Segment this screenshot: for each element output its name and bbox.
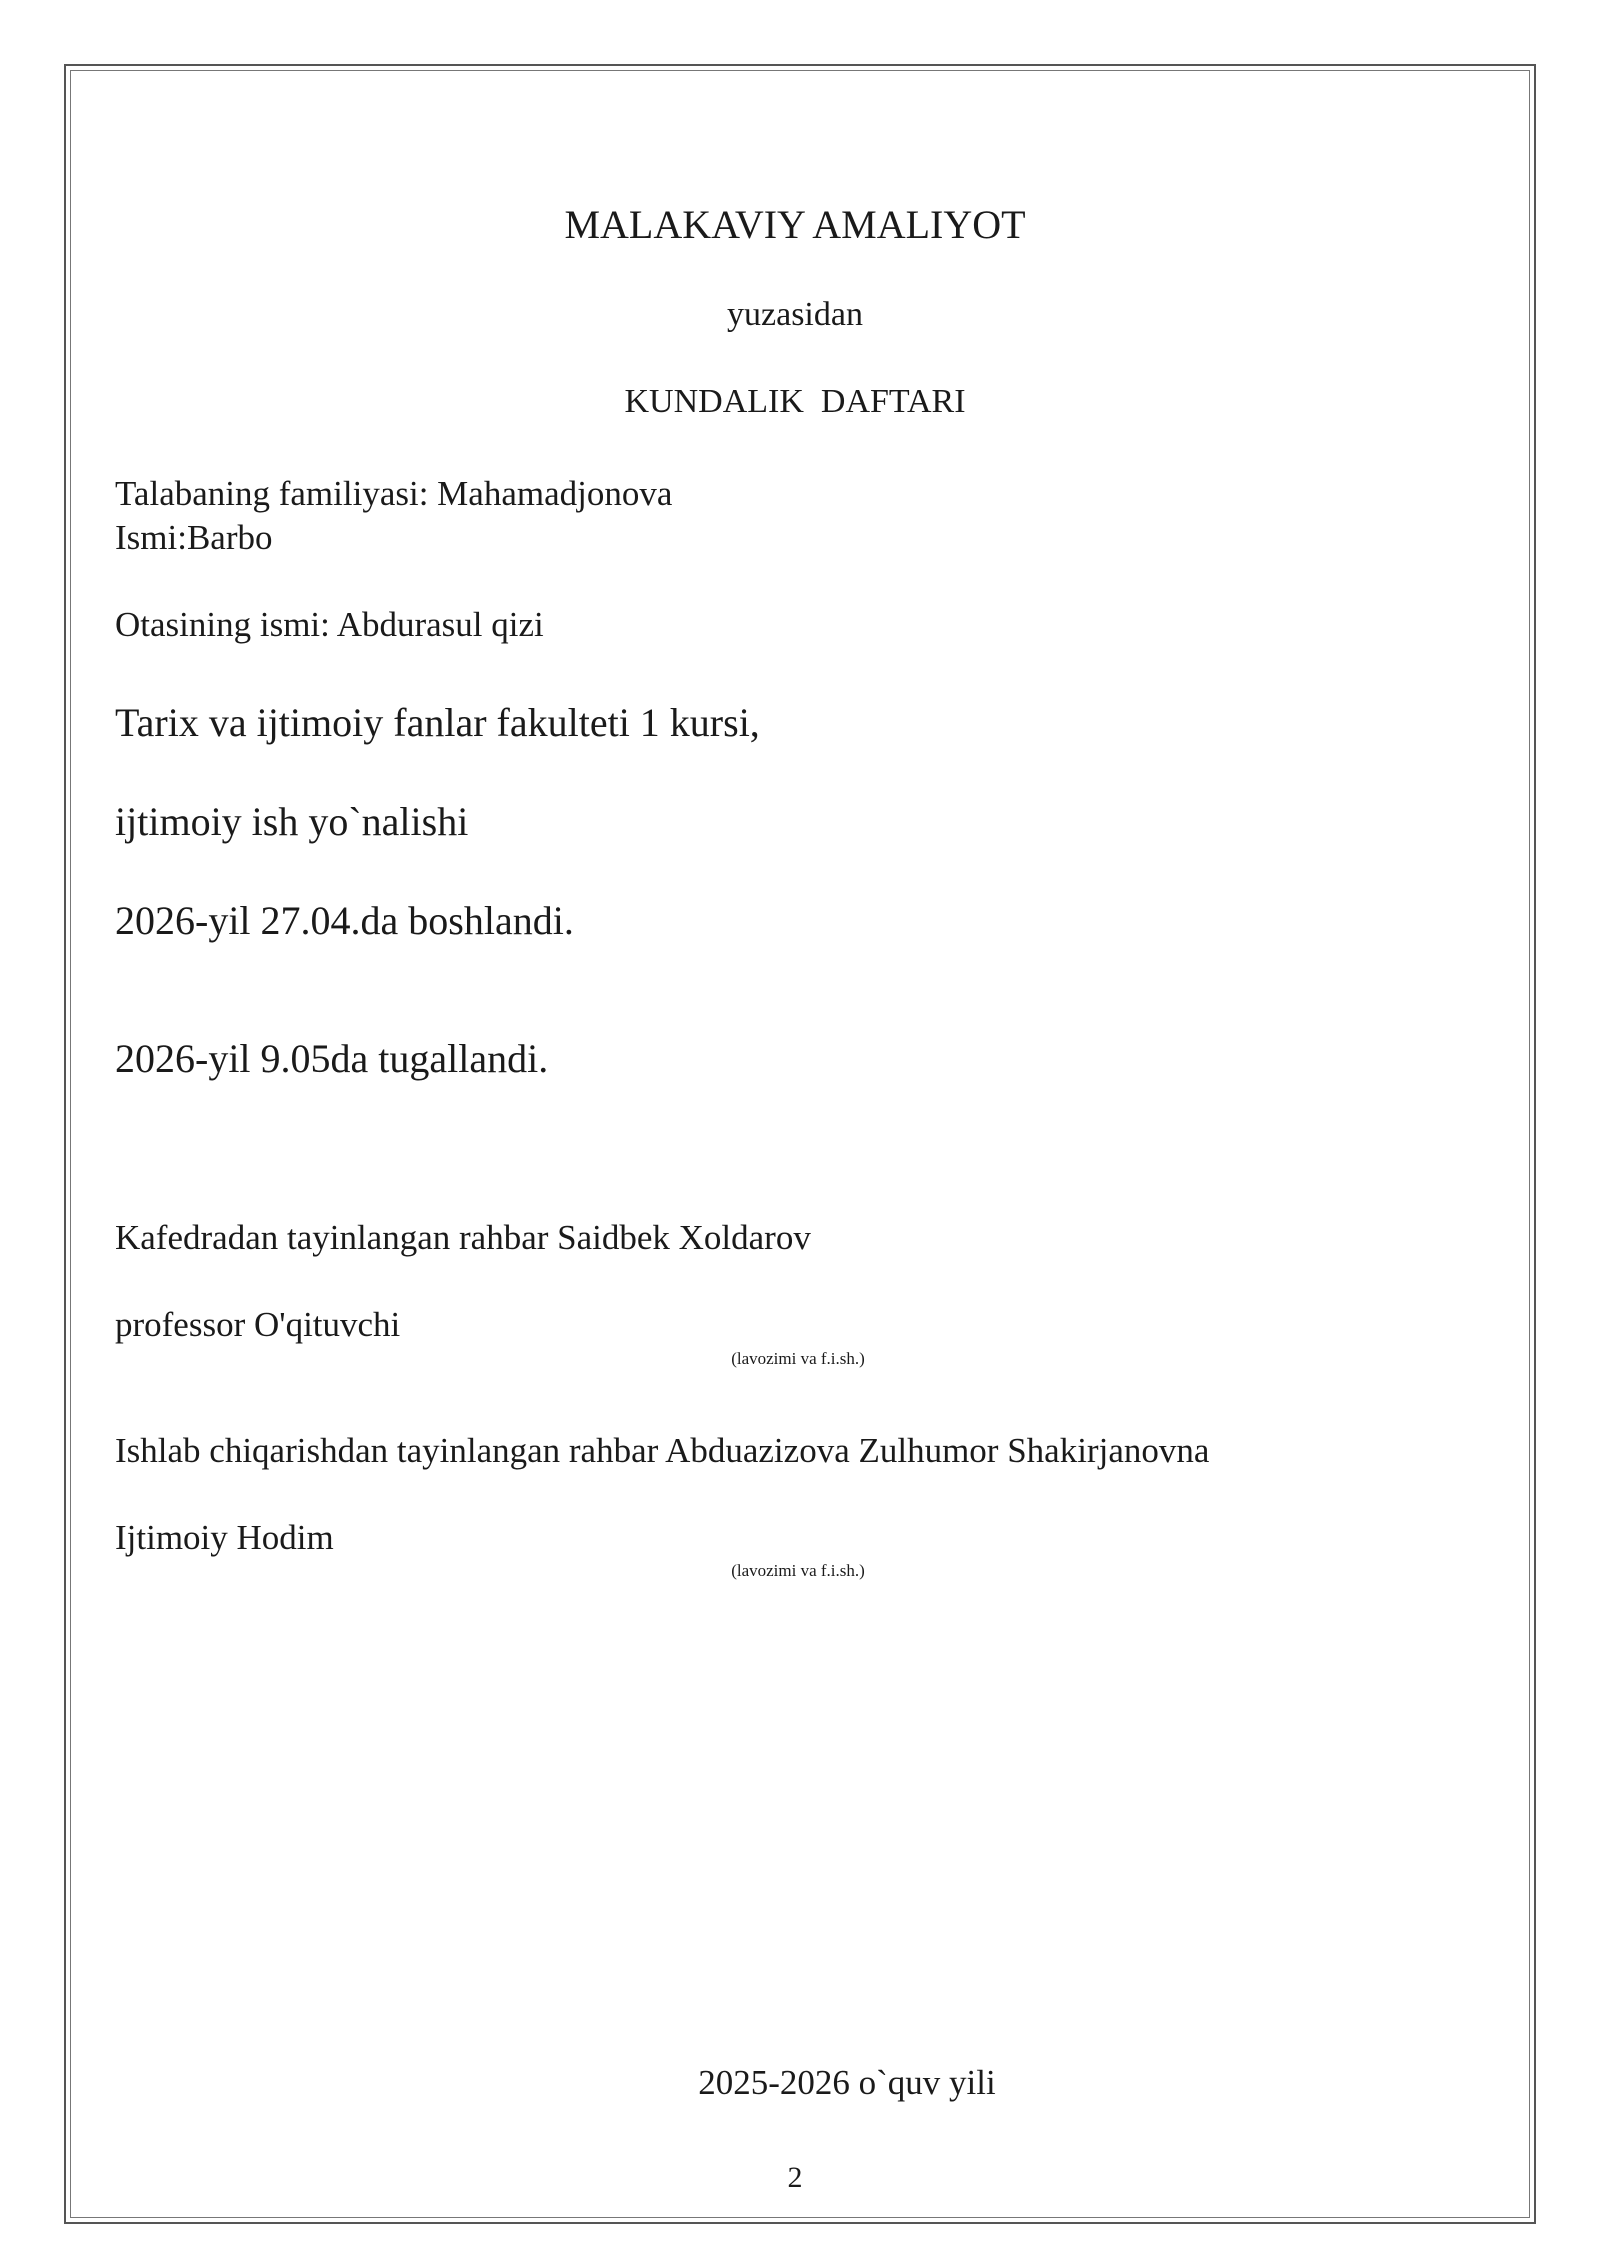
end-date-line: 2026-yil 9.05da tugallandi. — [115, 1036, 549, 1081]
document-title: MALAKAVIY AMALIYOT — [564, 202, 1026, 247]
department-supervisor-line: Kafedradan tayinlangan rahbar Saidbek Xoldarov — [115, 1218, 811, 1257]
student-patronymic: Otasining ismi: Abdurasul qizi — [115, 605, 544, 644]
production-supervisor-line: Ishlab chiqarishdan tayinlangan rahbar Abduazizova Zulhumor Shakirjanovna — [115, 1431, 1210, 1470]
page-number: 2 — [787, 2161, 803, 2194]
production-supervisor-position: Ijtimoiy Hodim — [115, 1518, 334, 1557]
faculty-line: Tarix va ijtimoiy fanlar fakulteti 1 kursi, — [115, 700, 760, 745]
document-heading: KUNDALIK DAFTARI — [624, 383, 966, 420]
direction-line: ijtimoiy ish yo`nalishi — [115, 799, 469, 844]
department-supervisor-position: professor O'qituvchi — [115, 1305, 401, 1344]
start-date-line: 2026-yil 27.04.da boshlandi. — [115, 898, 574, 943]
department-supervisor-caption: (lavozimi va f.i.sh.) — [731, 1349, 865, 1368]
document-subtitle: yuzasidan — [727, 296, 863, 333]
production-supervisor-caption: (lavozimi va f.i.sh.) — [731, 1561, 865, 1580]
student-name: Ismi:Barbo — [115, 518, 273, 557]
student-surname: Talabaning familiyasi: Mahamadjonova — [115, 474, 673, 513]
academic-year: 2025-2026 o`quv yili — [698, 2063, 996, 2102]
